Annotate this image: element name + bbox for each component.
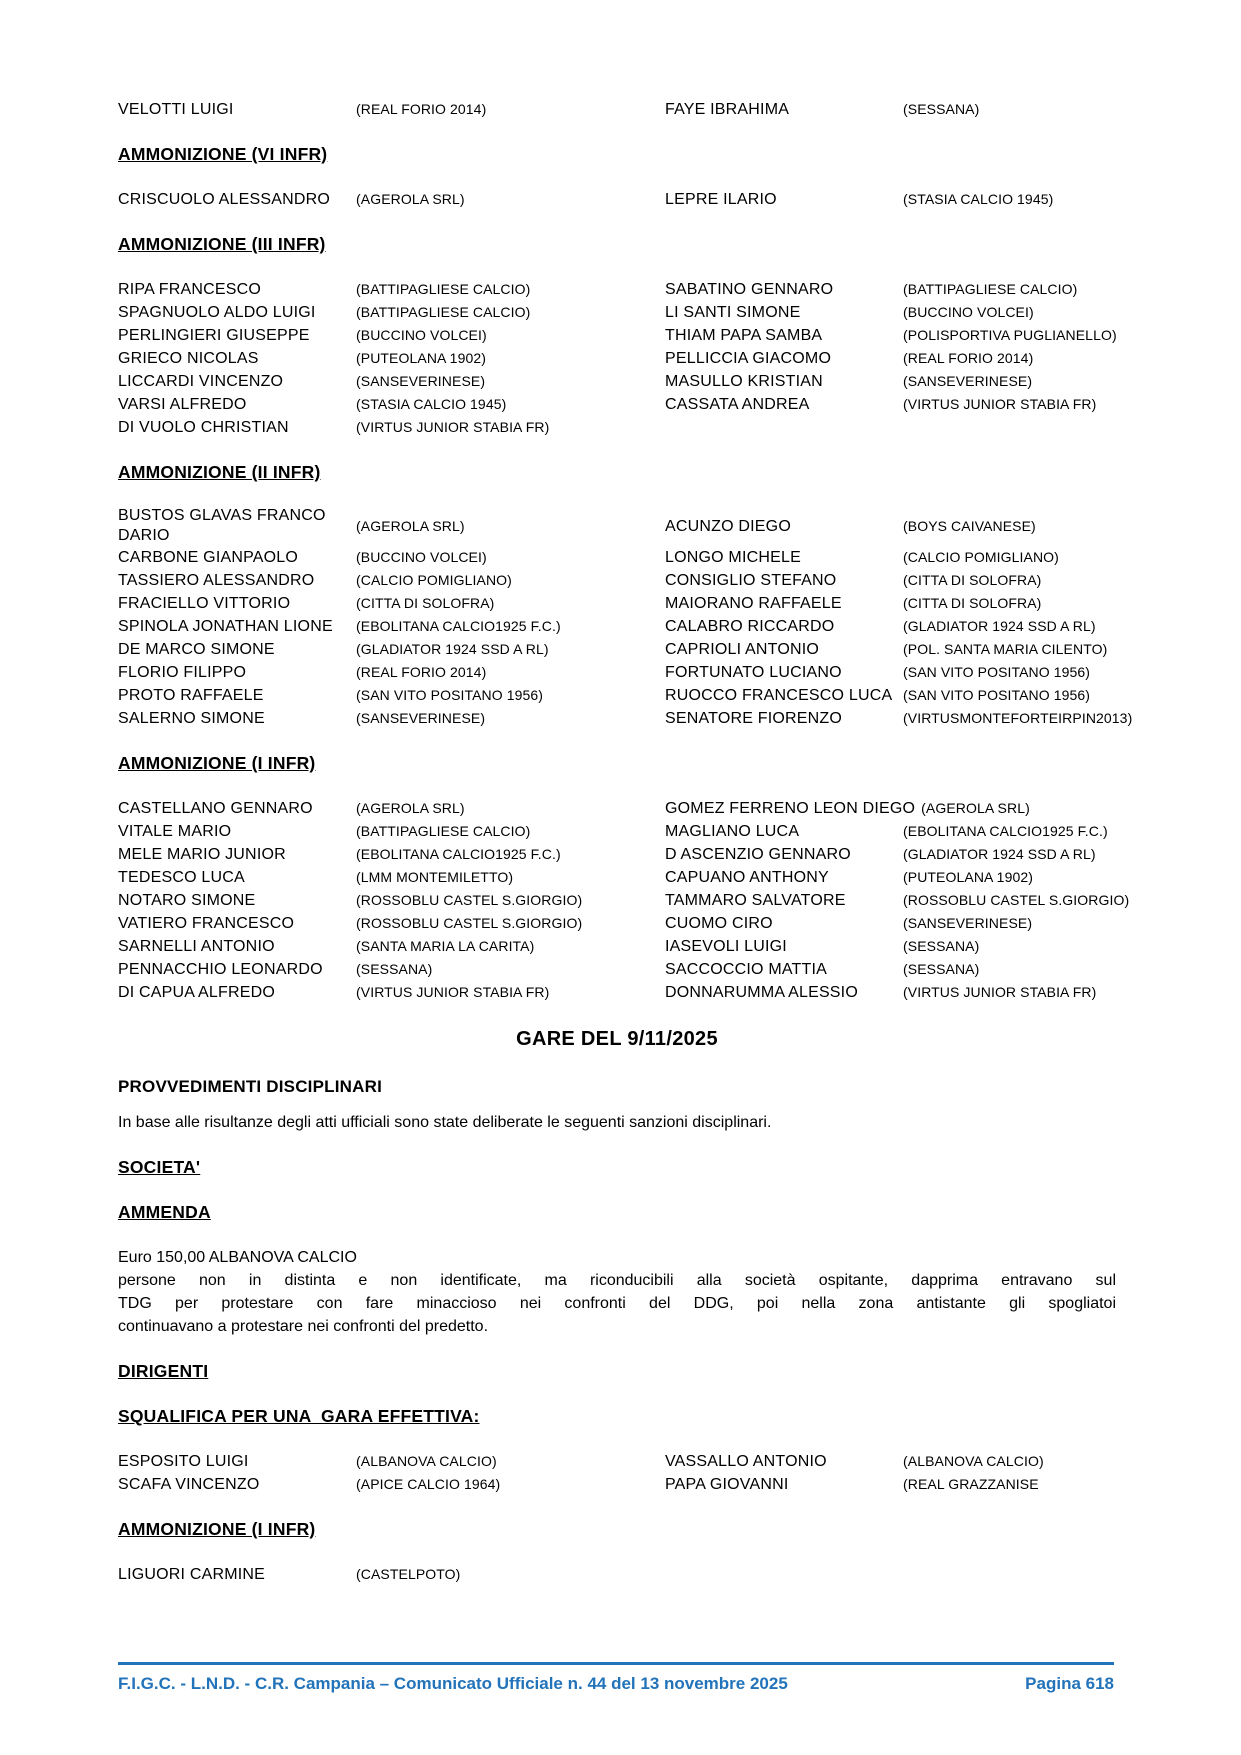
club-name: (AGEROLA SRL) [356,191,465,207]
club-name: (CITTA DI SOLOFRA) [903,572,1042,588]
sanction-entry [665,515,1116,538]
player-name: CAPRIOLI ANTONIO [665,641,820,658]
sanction-list [118,188,1116,211]
club-name: (VIRTUS JUNIOR STABIA FR) [356,419,550,435]
fine-body-last-line: continuavano a protestare nei confronti del predetto. [118,1318,489,1335]
document-content [118,98,1133,1586]
sanction-entry [118,1473,665,1496]
player-name: SABATINO GENNARO [665,281,834,298]
player-name: FORTUNATO LUCIANO [665,664,842,681]
sanction-entry [665,843,1116,866]
player-name: MASULLO KRISTIAN [665,373,823,390]
player-name: PROTO RAFFAELE [118,687,264,704]
player-name: LONGO MICHELE [665,549,801,566]
section-heading: AMMONIZIONE (I INFR) [118,1519,316,1539]
sanction-row [118,843,1116,866]
sanction-row [118,684,1116,707]
sanction-entry [665,301,1116,324]
club-name: (ROSSOBLU CASTEL S.GIORGIO) [356,915,583,931]
club-name: (CALCIO POMIGLIANO) [903,549,1059,565]
section-heading: DIRIGENTI [118,1361,209,1381]
club-name: (BUCCINO VOLCEI) [356,327,487,343]
club-name: (STASIA CALCIO 1945) [356,396,507,412]
sanction-entry [118,981,665,1004]
club-name: (BOYS CAIVANESE) [903,517,1036,534]
sanction-row [118,661,1116,684]
sanction-entry [118,638,665,661]
sanction-entry [665,188,1116,211]
player-name: FAYE IBRAHIMA [665,101,790,118]
player-name: DI VUOLO CHRISTIAN [118,419,289,436]
player-name: PAPA GIOVANNI [665,1476,789,1493]
sanction-list [118,278,1116,439]
player-name: RIPA FRANCESCO [118,281,261,298]
sanction-entry [665,1473,1116,1496]
player-name: CUOMO CIRO [665,915,773,932]
section-heading: AMMONIZIONE (III INFR) [118,234,326,254]
player-name: VITALE MARIO [118,823,232,840]
player-name: SPAGNUOLO ALDO LUIGI [118,304,316,321]
club-name: (STASIA CALCIO 1945) [903,191,1054,207]
page-footer [118,1662,1114,1695]
sanction-row [118,324,1116,347]
sanction-entry [118,370,665,393]
sanction-row [118,707,1133,730]
club-name: (REAL FORIO 2014) [903,350,1034,366]
club-name: (PUTEOLANA 1902) [903,869,1033,885]
sanction-entry [665,912,1116,935]
sanction-row [118,188,1116,211]
player-name: FRACIELLO VITTORIO [118,595,291,612]
player-name: GOMEZ FERRENO LEON DIEGO [665,800,916,817]
player-name: DONNARUMMA ALESSIO [665,984,858,1001]
sanction-entry [665,981,1116,1004]
player-name: CASTELLANO GENNARO [118,800,313,817]
sanction-entry [665,684,1116,707]
player-name: VASSALLO ANTONIO [665,1453,827,1470]
player-name: CALABRO RICCARDO [665,618,835,635]
club-name: (VIRTUS JUNIOR STABIA FR) [903,396,1097,412]
club-name: (CALCIO POMIGLIANO) [356,572,512,588]
sanction-entry [665,370,1116,393]
club-name: (POL. SANTA MARIA CILENTO) [903,641,1108,657]
player-name: D ASCENZIO GENNARO [665,846,851,863]
section-heading: AMMENDA [118,1202,211,1222]
section-heading: AMMONIZIONE (II INFR) [118,462,321,482]
player-name: DE MARCO SIMONE [118,641,275,658]
section-heading: SOCIETA' [118,1157,201,1177]
player-name: SALERNO SIMONE [118,710,265,727]
sanction-entry [665,546,1116,569]
player-name: TAMMARO SALVATORE [665,892,846,909]
sanction-entry [665,958,1116,981]
player-name: SPINOLA JONATHAN LIONE [118,618,333,635]
sanction-entry [118,98,665,121]
fine-amount-line: Euro 150,00 ALBANOVA CALCIO [118,1249,357,1266]
sanction-list [118,98,1116,121]
player-name: FLORIO FILIPPO [118,664,247,681]
sanction-entry [665,278,1116,301]
club-name: (SESSANA) [903,938,980,954]
player-name: LICCARDI VINCENZO [118,373,284,390]
sanction-entry [118,301,665,324]
sanction-entry [665,592,1116,615]
club-name: (SANSEVERINESE) [903,915,1033,931]
sanction-row [118,1450,1116,1473]
sanction-entry [665,638,1116,661]
sanction-entry [665,615,1116,638]
club-name: (SANSEVERINESE) [356,373,486,389]
club-name: (ROSSOBLU CASTEL S.GIORGIO) [903,892,1130,908]
club-name: (CITTA DI SOLOFRA) [903,595,1042,611]
player-name: PENNACCHIO LEONARDO [118,961,323,978]
player-name: GRIECO NICOLAS [118,350,259,367]
fine-description [118,1246,1116,1338]
club-name: (PUTEOLANA 1902) [356,350,486,366]
section-heading: AMMONIZIONE (VI INFR) [118,144,328,164]
sanction-entry [118,797,665,820]
club-name: (AGEROLA SRL) [356,800,465,816]
sanction-entry [118,684,665,707]
sanction-row [118,958,1116,981]
player-name: CONSIGLIO STEFANO [665,572,837,589]
club-name: (SESSANA) [356,961,433,977]
player-name: THIAM PAPA SAMBA [665,327,823,344]
club-name: (BATTIPAGLIESE CALCIO) [356,823,531,839]
fine-body-line: persone non in distinta e non identificate, ma riconducibili alla società ospitante, dapprima entravano sul [118,1272,1116,1289]
club-name: (BATTIPAGLIESE CALCIO) [903,281,1078,297]
sanction-row [118,797,1116,820]
player-name: MAGLIANO LUCA [665,823,800,840]
player-name: VARSI ALFREDO [118,396,247,413]
club-name: (BATTIPAGLIESE CALCIO) [356,281,531,297]
player-name: SCAFA VINCENZO [118,1476,260,1493]
club-name: (BUCCINO VOLCEI) [356,549,487,565]
sanction-row [118,638,1116,661]
club-name: (SANSEVERINESE) [356,710,486,726]
club-name: (REAL GRAZZANISE [903,1476,1039,1492]
club-name: (AGEROLA SRL) [921,800,1030,816]
player-name: VATIERO FRANCESCO [118,915,295,932]
club-name: (CASTELPOTO) [356,1566,461,1582]
sanction-row [118,416,1116,439]
sanction-entry [118,935,665,958]
club-name: (SESSANA) [903,101,980,117]
player-name: PERLINGIERI GIUSEPPE [118,327,310,344]
player-name: DI CAPUA ALFREDO [118,984,276,1001]
sanction-entry [118,889,665,912]
club-name: (SANSEVERINESE) [903,373,1033,389]
sanction-list [118,1450,1116,1496]
player-name: CARBONE GIANPAOLO [118,549,299,566]
sanction-entry [118,506,665,546]
sanction-entry [665,661,1116,684]
sanction-row [118,347,1116,370]
sanction-entry [118,592,665,615]
player-name: LEPRE ILARIO [665,191,777,208]
player-name: LI SANTI SIMONE [665,304,801,321]
sanction-entry [118,188,665,211]
club-name: (ROSSOBLU CASTEL S.GIORGIO) [356,892,583,908]
club-name: (BATTIPAGLIESE CALCIO) [356,304,531,320]
sanction-entry [118,569,665,592]
sanction-row [118,912,1116,935]
sanction-row [118,889,1130,912]
footer-publication-info: F.I.G.C. - L.N.D. - C.R. Campania – Comunicato Ufficiale n. 44 del 13 novembre 2025 [118,1674,788,1693]
club-name: (AGEROLA SRL) [356,517,465,534]
player-name: TASSIERO ALESSANDRO [118,572,315,589]
sanction-row [118,301,1116,324]
sanction-row [118,1473,1116,1496]
section-heading: AMMONIZIONE (I INFR) [118,753,316,773]
player-name: ACUNZO DIEGO [665,517,791,535]
player-name: TEDESCO LUCA [118,869,245,886]
player-name: CASSATA ANDREA [665,396,810,413]
sanction-entry [665,347,1116,370]
player-name: VELOTTI LUIGI [118,101,234,118]
sanction-entry [118,866,665,889]
footer-page-number: Pagina 618 [1025,1674,1114,1693]
sanction-entry [118,546,665,569]
sanction-entry [118,393,665,416]
club-name: (VIRTUS JUNIOR STABIA FR) [903,984,1097,1000]
sanction-entry [118,1450,665,1473]
sanction-entry [118,661,665,684]
club-name: (LMM MONTEMILETTO) [356,869,514,885]
sanction-row [118,981,1116,1004]
sanction-entry [118,615,665,638]
club-name: (SAN VITO POSITANO 1956) [903,687,1091,703]
player-name: MAIORANO RAFFAELE [665,595,842,612]
sanction-entry [118,958,665,981]
player-name: LIGUORI CARMINE [118,1566,266,1583]
section-heading: SQUALIFICA PER UNA GARA EFFETTIVA: [118,1406,480,1426]
player-name: CAPUANO ANTHONY [665,869,829,886]
club-name: (VIRTUSMONTEFORTEIRPIN2013) [903,710,1133,726]
player-name: IASEVOLI LUIGI [665,938,787,955]
sanction-row [118,370,1116,393]
club-name: (SESSANA) [903,961,980,977]
sanction-entry [118,347,665,370]
sanction-entry [118,843,665,866]
sanction-entry [665,797,1116,820]
sanction-row [118,98,1116,121]
sanction-entry [665,820,1116,843]
club-name: (VIRTUS JUNIOR STABIA FR) [356,984,550,1000]
sanction-entry [118,1563,665,1586]
club-name: (GLADIATOR 1924 SSD A RL) [356,641,549,657]
sanction-entry [665,707,1132,730]
sanction-row [118,506,1116,546]
club-name: (ALBANOVA CALCIO) [356,1453,497,1469]
sanction-entry [118,416,665,439]
club-name: (EBOLITANA CALCIO1925 F.C.) [356,846,561,862]
club-name: (CITTA DI SOLOFRA) [356,595,495,611]
club-name: (SAN VITO POSITANO 1956) [356,687,544,703]
club-name: (GLADIATOR 1924 SSD A RL) [903,618,1096,634]
club-name: (EBOLITANA CALCIO1925 F.C.) [903,823,1108,839]
sanction-row [118,546,1116,569]
player-name: NOTARO SIMONE [118,892,256,909]
sanction-entry [665,866,1116,889]
sanction-entry [118,324,665,347]
sanction-row [118,592,1116,615]
sanction-row [118,393,1116,416]
sanction-entry [665,569,1116,592]
sanction-list [118,1563,1116,1586]
sanction-entry [118,820,665,843]
sanction-row [118,569,1116,592]
club-name: (REAL FORIO 2014) [356,664,487,680]
player-name: SACCOCCIO MATTIA [665,961,828,978]
club-name: (GLADIATOR 1924 SSD A RL) [903,846,1096,862]
club-name: (SANTA MARIA LA CARITA) [356,938,535,954]
club-name: (EBOLITANA CALCIO1925 F.C.) [356,618,561,634]
club-name: (ALBANOVA CALCIO) [903,1453,1044,1469]
sanction-entry [665,324,1117,347]
sanction-entry [665,889,1129,912]
club-name: (POLISPORTIVA PUGLIANELLO) [903,327,1117,343]
footer-rule [118,1662,1114,1665]
sanction-row [118,1563,1116,1586]
club-name: (APICE CALCIO 1964) [356,1476,501,1492]
sanction-entry [118,707,665,730]
player-name: ESPOSITO LUIGI [118,1453,249,1470]
sanction-row [118,935,1116,958]
matchday-heading: GARE DEL 9/11/2025 [516,1028,718,1050]
player-name: PELLICCIA GIACOMO [665,350,832,367]
sanction-entry [665,393,1116,416]
club-name: (REAL FORIO 2014) [356,101,487,117]
sanction-list [118,506,1133,730]
fine-body-line: TDG per protestare con fare minaccioso nei confronti del DDG, poi nella zona antistante gli spogliatoi [118,1295,1116,1312]
player-name: CRISCUOLO ALESSANDRO [118,191,331,208]
sanction-entry [118,912,665,935]
sanction-entry [665,98,1116,121]
sanction-row [118,615,1116,638]
sanction-entry [665,935,1116,958]
sanction-entry [118,278,665,301]
player-name: MELE MARIO JUNIOR [118,846,286,863]
sanction-row [118,278,1116,301]
sanction-row [118,820,1116,843]
club-name: (SAN VITO POSITANO 1956) [903,664,1091,680]
sanction-entry [665,1450,1116,1473]
sanction-row [118,866,1116,889]
player-name: SENATORE FIORENZO [665,710,843,727]
player-name: SARNELLI ANTONIO [118,938,275,955]
player-name: BUSTOS GLAVAS FRANCO DARIO [118,507,326,544]
player-name: RUOCCO FRANCESCO LUCA [665,687,893,704]
club-name: (BUCCINO VOLCEI) [903,304,1034,320]
provvedimenti-title: PROVVEDIMENTI DISCIPLINARI [118,1077,383,1096]
sanction-list [118,797,1130,1004]
intro-paragraph: In base alle risultanze degli atti ufficiali sono state deliberate le seguenti sanzioni disciplinari. [118,1114,772,1131]
